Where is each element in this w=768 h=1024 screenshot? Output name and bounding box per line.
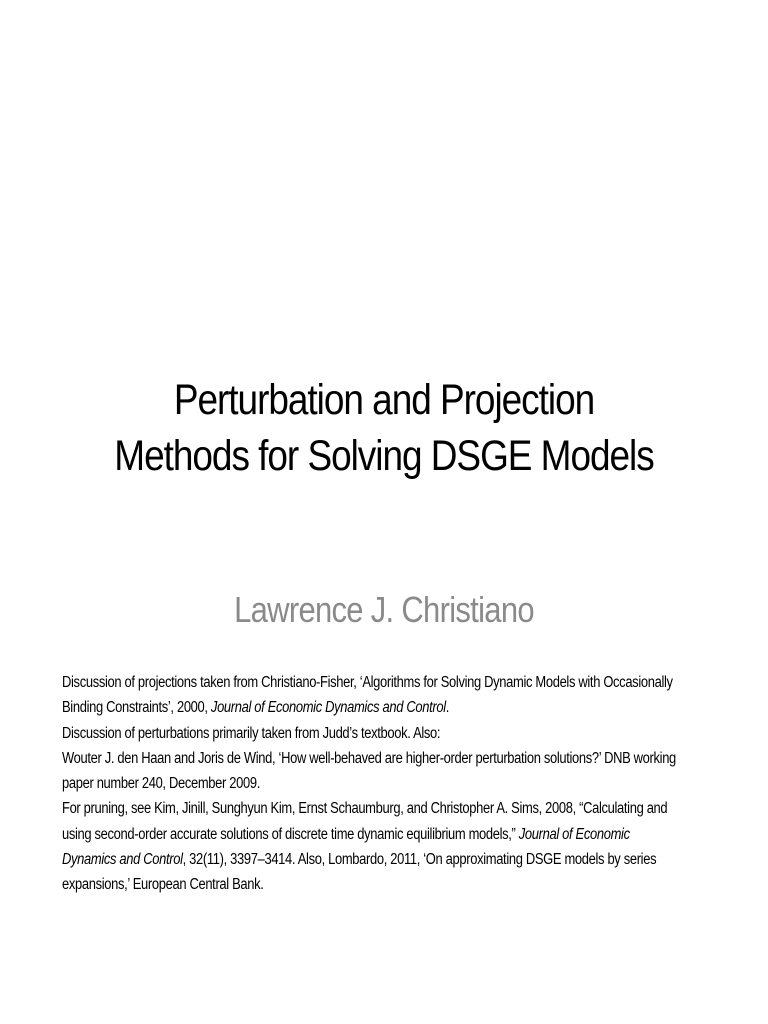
- reference-text: Discussion of projections taken from Christiano-Fisher, ‘Algorithms for Solving Dynamic Models with Occasionally: [62, 674, 673, 691]
- author-name: Lawrence J. Christiano: [234, 589, 534, 630]
- reference-text: Discussion of perturbations primarily taken from Judd’s textbook. Also:: [62, 724, 441, 742]
- reference-line: [62, 670, 673, 695]
- reference-line: [62, 822, 630, 847]
- reference-text: , 32(11), 3397–3414. Also, Lombardo, 2011, ‘On approximating DSGE models by series: [182, 851, 657, 869]
- reference-line: [62, 721, 596, 746]
- reference-text: expansions,’ European Central Bank.: [62, 876, 264, 894]
- reference-line: [62, 847, 657, 872]
- reference-line: [62, 771, 596, 796]
- reference-line: [62, 872, 596, 897]
- reference-text: Wouter J. den Haan and Joris de Wind, ‘How well-behaved are higher-order perturbation solutions?’ DNB working: [62, 749, 676, 767]
- slide-title: [60, 372, 708, 484]
- reference-text: For pruning, see Kim, Jinill, Sunghyun Kim, Ernst Schaumburg, and Christopher A. Sims, 2008, “Calculating and: [62, 800, 668, 818]
- reference-line: [62, 796, 668, 821]
- reference-line: [62, 695, 596, 720]
- reference-text: .: [445, 699, 450, 717]
- title-line-1: Perturbation and Projection: [173, 376, 595, 424]
- reference-text: using second-order accurate solutions of discrete time dynamic equilibrium models,”: [62, 825, 519, 843]
- references-block: [62, 670, 702, 898]
- reference-text: paper number 240, December 2009.: [62, 775, 260, 793]
- journal-name: Journal of Economic Dynamics and Control: [210, 699, 446, 717]
- reference-text: Binding Constraints’, 2000,: [62, 699, 211, 717]
- reference-line: [62, 746, 676, 771]
- title-line-2: Methods for Solving DSGE Models: [114, 432, 654, 480]
- journal-name: Dynamics and Control: [62, 851, 183, 869]
- journal-name: Journal of Economic: [518, 825, 630, 843]
